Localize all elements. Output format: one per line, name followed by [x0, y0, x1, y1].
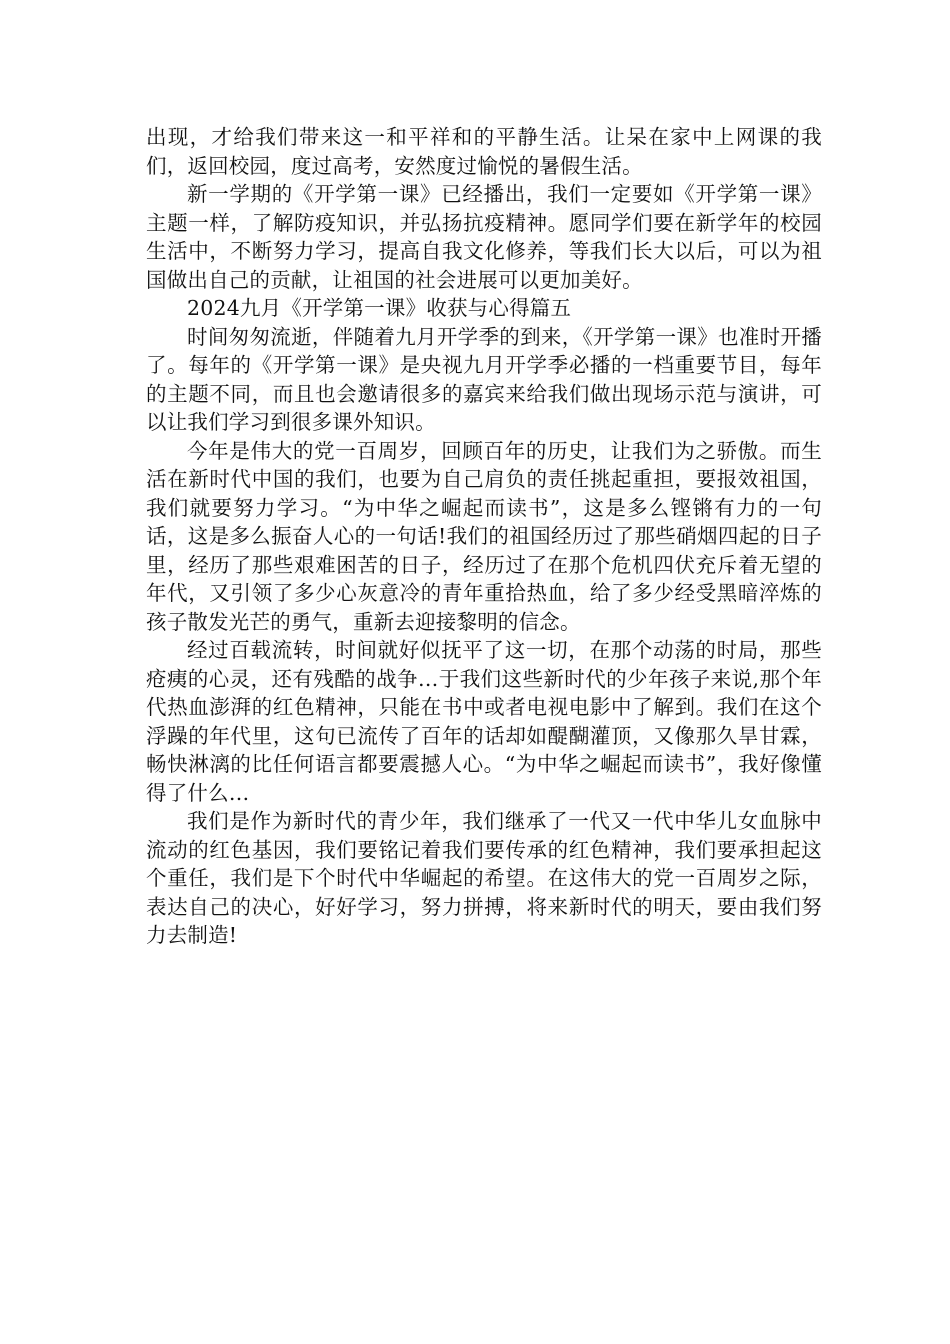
paragraph-3: 时间匆匆流逝，伴随着九月开学季的到来，《开学第一课》也准时开播了。每年的《开学第一课》是央视九月开学季必播的一档重要节目，每年的主题不同，而且也会邀请很多的嘉宾来给我们做出现场示范与演讲，可以让我们学习到很多课外知识。 — [146, 324, 822, 434]
paragraph-2: 新一学期的《开学第一课》已经播出，我们一定要如《开学第一课》主题一样，了解防疫知识，并弘扬抗疫精神。愿同学们要在新学年的校园生活中，不断努力学习，提高自我文化修养，等我们长大以后，可以为祖国做出自己的贡献，让祖国的社会进展可以更加美好。 — [146, 182, 822, 292]
section-heading: 2024九月《开学第一课》收获与心得篇五 — [187, 296, 572, 320]
paragraph-6: 我们是作为新时代的青少年，我们继承了一代又一代中华儿女血脉中流动的红色基因，我们要铭记着我们要传承的红色精神，我们要承担起这个重任，我们是下个时代中华崛起的希望。在这伟大的党一百周岁之际，表达自己的决心，好好学习，努力拼搏，将来新时代的明天，要由我们努力去制造! — [146, 809, 822, 947]
document-body — [146, 123, 822, 950]
paragraph-1: 出现，才给我们带来这一和平祥和的平静生活。让呆在家中上网课的我们，返回校园，度过高考，安然度过愉悦的暑假生活。 — [146, 125, 822, 178]
paragraph-5: 经过百载流转，时间就好似抚平了这一切，在那个动荡的时局，那些疮痍的心灵，还有残酷的战争…于我们这些新时代的少年孩子来说,那个年代热血澎湃的红色精神，只能在书中或者电视电影中了解到。我们在这个浮躁的年代里，这句已流传了百年的话却如醍醐灌顶，又像那久旱甘霖，畅快淋漓的比任何语言都要震撼人心。“为中华之崛起而读书”，我好像懂得了什么… — [146, 638, 822, 805]
paragraph-4: 今年是伟大的党一百周岁，回顾百年的历史，让我们为之骄傲。而生活在新时代中国的我们，也要为自己肩负的责任挑起重担，要报效祖国，我们就要努力学习。“为中华之崛起而读书”，这是多么铿锵有力的一句话，这是多么振奋人心的一句话!我们的祖国经历过了那些硝烟四起的日子里，经历了那些艰难困苦的日子，经历过了在那个危机四伏充斥着无望的年代，又引领了多少心灰意冷的青年重拾热血，给了多少经受黑暗淬炼的孩子散发光芒的勇气，重新去迎接黎明的信念。 — [146, 438, 822, 634]
